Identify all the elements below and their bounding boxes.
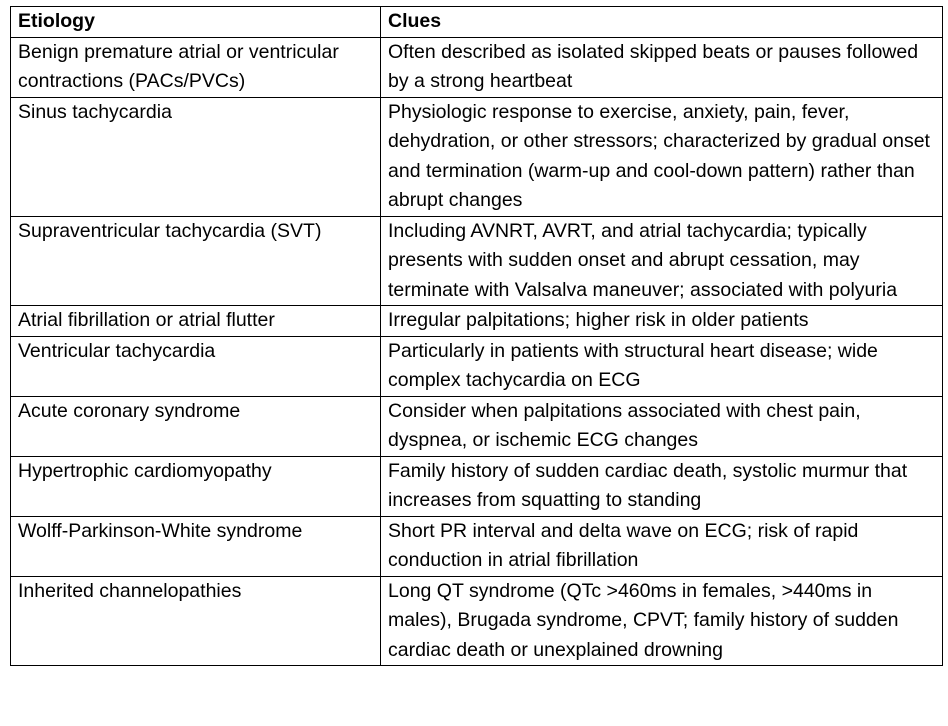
table-row bbox=[11, 306, 943, 337]
etiology-cell: Supraventricular tachycardia (SVT) bbox=[11, 216, 381, 306]
etiology-cell: Inherited channelopathies bbox=[11, 576, 381, 666]
table-row bbox=[11, 97, 943, 216]
clues-cell: Family history of sudden cardiac death, systolic murmur that increases from squatting to standing bbox=[381, 456, 943, 516]
table-row bbox=[11, 336, 943, 396]
clues-cell: Including AVNRT, AVRT, and atrial tachycardia; typically presents with sudden onset and abrupt cessation, may terminate with Valsalva maneuver; associated with polyuria bbox=[381, 216, 943, 306]
table-header bbox=[11, 7, 943, 38]
table-row bbox=[11, 576, 943, 666]
etiology-cell: Hypertrophic cardiomyopathy bbox=[11, 456, 381, 516]
table-row bbox=[11, 37, 943, 97]
etiology-cell: Wolff-Parkinson-White syndrome bbox=[11, 516, 381, 576]
clues-cell: Long QT syndrome (QTc >460ms in females, >440ms in males), Brugada syndrome, CPVT; family history of sudden cardiac death or unexplained drowning bbox=[381, 576, 943, 666]
etiology-cell: Ventricular tachycardia bbox=[11, 336, 381, 396]
header-clues: Clues bbox=[381, 7, 943, 38]
header-row bbox=[11, 7, 943, 38]
clues-cell: Often described as isolated skipped beats or pauses followed by a strong heartbeat bbox=[381, 37, 943, 97]
table-body bbox=[11, 37, 943, 666]
etiology-clues-table bbox=[10, 6, 943, 666]
table-row bbox=[11, 456, 943, 516]
table-row bbox=[11, 216, 943, 306]
clues-cell: Short PR interval and delta wave on ECG; risk of rapid conduction in atrial fibrillation bbox=[381, 516, 943, 576]
clues-cell: Consider when palpitations associated with chest pain, dyspnea, or ischemic ECG changes bbox=[381, 396, 943, 456]
clues-cell: Particularly in patients with structural heart disease; wide complex tachycardia on ECG bbox=[381, 336, 943, 396]
etiology-cell: Benign premature atrial or ventricular contractions (PACs/PVCs) bbox=[11, 37, 381, 97]
table-row bbox=[11, 516, 943, 576]
header-etiology: Etiology bbox=[11, 7, 381, 38]
etiology-cell: Sinus tachycardia bbox=[11, 97, 381, 216]
clues-cell: Physiologic response to exercise, anxiety, pain, fever, dehydration, or other stressors; characterized by gradual onset and termination (warm-up and cool-down pattern) rather than abrupt changes bbox=[381, 97, 943, 216]
table-row bbox=[11, 396, 943, 456]
clues-cell: Irregular palpitations; higher risk in older patients bbox=[381, 306, 943, 337]
etiology-cell: Acute coronary syndrome bbox=[11, 396, 381, 456]
etiology-cell: Atrial fibrillation or atrial flutter bbox=[11, 306, 381, 337]
